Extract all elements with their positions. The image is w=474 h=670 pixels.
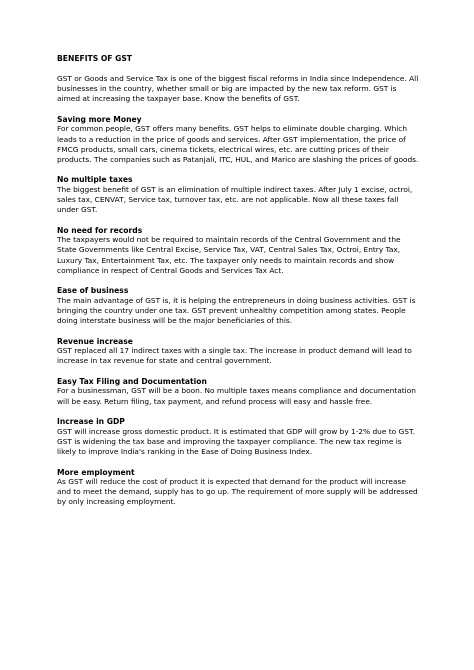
section-body: For common people, GST offers many benefits. GST helps to eliminate double charging. Which leads to a reduction in the price of goods and services. After GST implementation, the price of FMCG products, small cars, cinema tickets, electrical wires, etc. are cutting prices of their products. The companies such as Patanjali, ITC, HUL, and Marico are slashing the prices of goods. — [57, 124, 419, 164]
section-body: The biggest benefit of GST is an elimination of multiple indirect taxes. After July 1 excise, octroi, sales tax, CENVAT, Service tax, turnover tax, etc. are not applicable. Now all these taxes fall under GST. — [57, 184, 413, 215]
section-body: GST replaced all 17 indirect taxes with a single tax. The increase in product demand will lead to increase in tax revenue for state and central government. — [57, 346, 412, 366]
section-body: The main advantage of GST is, it is helping the entrepreneurs in doing business activities. GST is bringing the country under one tax. GST prevent unhealthy competition among states. People doing interstate business will be the major beneficiaries of this. — [57, 295, 416, 325]
section-no-multiple-taxes — [57, 175, 419, 215]
section-easy-tax-filing — [57, 377, 419, 407]
section-body: For a businessman, GST will be a boon. No multiple taxes means compliance and documentation will be easy. Return filing, tax payment, and refund process will easy and hassle free. — [57, 386, 416, 406]
section-more-employment — [57, 468, 419, 508]
section-revenue-increase — [57, 337, 419, 367]
section-body: As GST will reduce the cost of product it is expected that demand for the product will increase and to meet the demand, supply has to go up. The requirement of more supply will be addressed by only increasing employment. — [57, 477, 418, 507]
section-heading: No multiple taxes — [57, 175, 133, 185]
section-heading: Saving more Money — [57, 114, 142, 124]
section-body: The taxpayers would not be required to maintain records of the Central Government and the State Governments like Central Excise, Service Tax, VAT, Central Sales Tax, Octroi, Entry Tax, Luxury Tax, Entertainment Tax, etc. The taxpayer only needs to maintain records and show compliance in respect of Central Goods and Services Tax Act. — [57, 235, 401, 275]
section-heading: More employment — [57, 467, 135, 477]
section-no-need-for-records — [57, 226, 419, 276]
section-heading: No need for records — [57, 225, 143, 235]
intro-paragraph: GST or Goods and Service Tax is one of the biggest fiscal reforms in India since Independence. All businesses in the country, whether small or big are impacted by the new tax reform. GST is aimed at increasing the taxpayer base. Know the benefits of GST. — [57, 74, 419, 104]
section-heading: Increase in GDP — [57, 417, 125, 427]
section-heading: Ease of business — [57, 286, 129, 296]
section-heading: Easy Tax Filing and Documentation — [57, 376, 207, 386]
section-heading: Revenue increase — [57, 336, 133, 346]
section-body: GST will increase gross domestic product. It is estimated that GDP will grow by 1-2% due to GST. GST is widening the tax base and improving the taxpayer compliance. The new tax regime is likely to improve India's ranking in the Ease of Doing Business Index. — [57, 426, 415, 456]
section-increase-in-gdp — [57, 417, 419, 457]
section-ease-of-business — [57, 286, 419, 326]
document-title: BENEFITS OF GST — [57, 54, 132, 63]
section-saving-more-money — [57, 115, 419, 165]
document-page — [57, 54, 419, 518]
